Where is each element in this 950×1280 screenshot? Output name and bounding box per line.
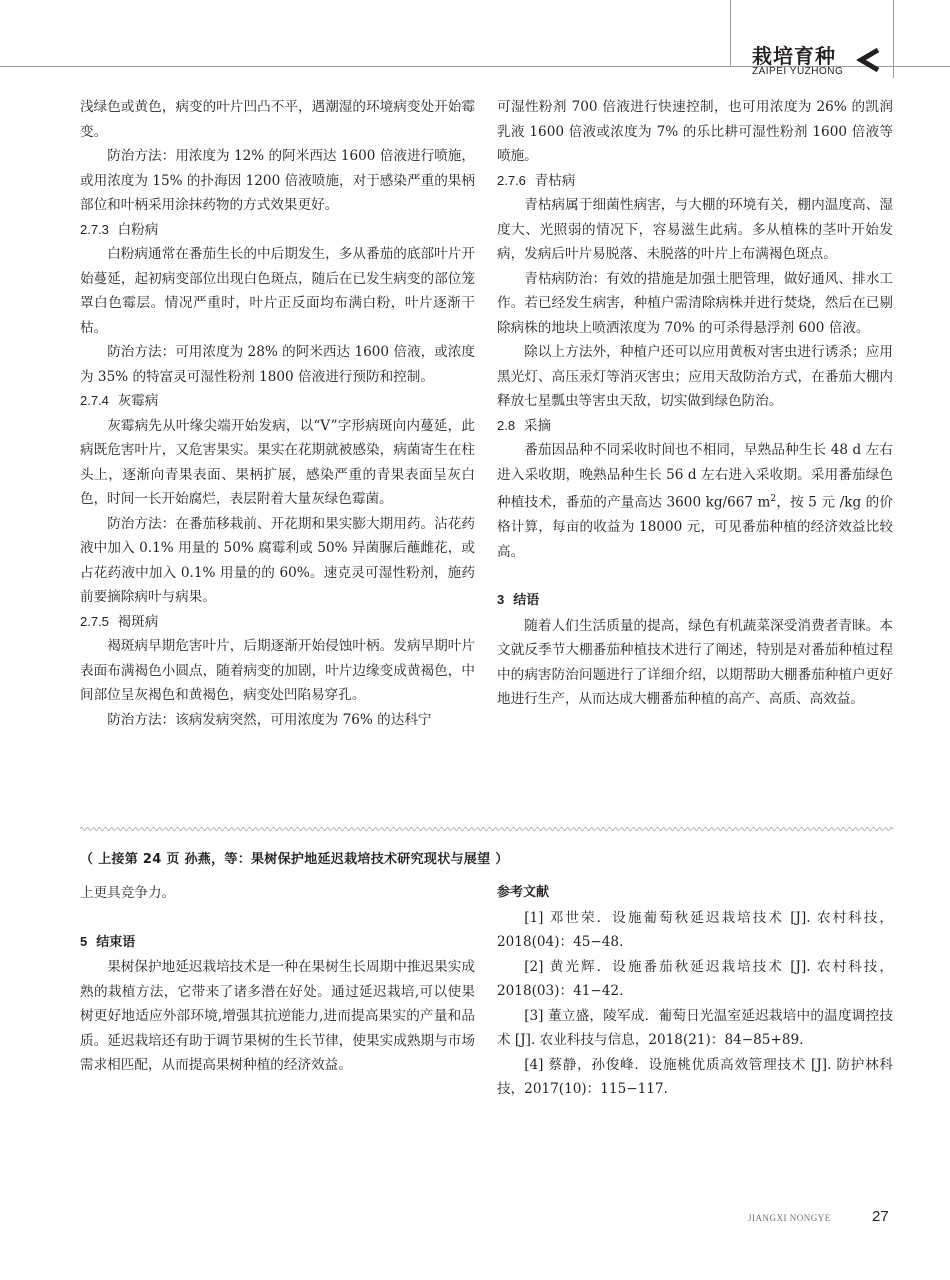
paragraph: 防治方法：用浓度为 12% 的阿米西达 1600 倍液进行喷施，或用浓度为 15% 的扑海因 1200 倍液喷施，对于感染严重的果柄部位和叶柄采用涂抹药物的方式效果更好。 [80,148,475,213]
paragraph: 除以上方法外，种植户还可以应用黄板对害虫进行诱杀；应用黑光灯、高压汞灯等消灭害虫；应用天敌防治方式，在番茄大棚内释放七星瓢虫等害虫天敌，切实做到绿色防治。 [497,344,893,409]
header-box-right [893,0,894,78]
paragraph: 灰霉病先从叶缘尖端开始发病，以“V”字形病斑向内蔓延，此病既危害叶片，又危害果实。果实在花期就被感染，病菌寄生在柱头上，逐渐向青果表面、果柄扩展，感染严重的青果表面呈灰白色，时间一长开始腐烂，表层附着大量灰绿色霉菌。 [80,417,475,507]
header-box-left [730,0,731,66]
page-number: 27 [872,1208,889,1225]
reference-item: [2] 黄光辉．设施番茄秋延迟栽培技术 [J]. 农村科技，2018(03)：41−42. [497,958,893,999]
heading-3: 3 结语 [497,592,540,609]
paragraph: 随着人们生活质量的提高，绿色有机蔬菜深受消费者青睐。本文就反季节大棚番茄种植技术进行了阐述，特别是对番茄种植过程中的病害防治问题进行了详细介绍，以期帮助大棚番茄种植户更好地进行生产，从而达成大棚番茄种植的高产、高质、高效益。 [497,617,893,708]
paragraph: 青枯病属于细菌性病害，与大棚的环境有关，棚内温度高、湿度大、光照弱的情况下，容易滋生此病。多从植株的茎叶开始发病，发病后叶片易脱落、未脱落的叶片上布满褐色斑点。 [497,197,893,262]
section-subtitle: ZAIPEI YUZHONG [752,66,844,77]
journal-name: JIANGXI NONGYE [748,1213,831,1223]
paragraph: 防治方法：在番茄移栽前、开花期和果实膨大期用药。沾花药液中加入 0.1% 用量的 50% 腐霉利或 50% 异菌脲后蘸雌花，或占花药液中加入 0.1% 用量的的 60%。速克灵可湿性粉剂，施药前要摘除病叶与病果。 [80,515,475,605]
paragraph: 番茄因品种不同采收时间也不相同，早熟品种生长 48 d 左右进入采收期，晚熟品种生长 56 d 左右进入采收期。采用番茄绿色种植技术，番茄的产量高达 3600 kg/667 $m^2$，按 5 元 /kg 的价格计算，每亩的收益为 18000 元，可见番茄种植的经济效益比较高。 [497,442,894,560]
heading-2-7-3: 2.7.3 白粉病 [80,221,159,238]
heading-2-7-6: 2.7.6 青枯病 [497,172,576,189]
references-column [497,881,893,1102]
reference-item: [4] 蔡静，孙俊峰．设施桃优质高效管理技术 [J]. 防护林科技，2017(10)：115−117. [497,1056,893,1097]
paragraph: 浅绿色或黄色，病变的叶片凹凸不平，遇潮湿的环境病变处开始霉变。 [80,99,475,140]
heading-2-7-4: 2.7.4 灰霉病 [80,393,159,409]
reference-item: [3] 董立盛，陵军成．葡萄日光温室延迟栽培中的温度调控技术 [J]. 农业科技与信息，2018(21)：84−85+89. [497,1007,893,1048]
paragraph: 青枯病防治：有效的措施是加强土肥管理，做好通风、排水工作。若已经发生病害，种植户需清除病株并进行焚烧，然后在已剔除病株的地块上喷洒浓度为 70% 的可杀得悬浮剂 600 倍液。 [497,270,893,336]
continuation-notice: （ 上接第 24 页 孙燕，等：果树保护地延迟栽培技术研究现状与展望 ） [80,852,509,867]
right-column [497,95,893,712]
paragraph: 褐斑病早期危害叶片，后期逐渐开始侵蚀叶柄。发病早期叶片表面布满褐色小圆点，随着病变的加剧，叶片边缘变成黄褐色，中间部位呈灰褐色和黄褐色，病变处凹陷易穿孔。 [80,638,475,703]
references-title: 参考文献 [497,885,550,900]
paragraph: 防治方法：该病发病突然，可用浓度为 76% 的达科宁 [107,711,432,728]
paragraph: 果树保护地延迟栽培技术是一种在果树生长周期中推迟果实成熟的栽植方法，它带来了诸多潜在好处。通过延迟栽培,可以使果树更好地适应外部环境,增强其抗逆能力,进而提高果实的产量和品质。延迟栽培还有助于调节果树的生长节律，使果实成熟期与市场需求相匹配，从而提高果树种植的经济效益。 [80,959,475,1073]
wavy-divider [80,826,893,832]
section-title: 栽培育种 [752,44,836,68]
paragraph: 上更具竞争力。 [80,885,176,901]
heading-2-8: 2.8 采摘 [497,417,551,434]
heading-5: 5 结束语 [80,933,136,950]
heading-2-7-5: 2.7.5 褐斑病 [80,613,159,630]
paragraph: 白粉病通常在番茄生长的中后期发生，多从番茄的底部叶片开始蔓延，起初病变部位出现白色斑点，随后在已发生病变的部位笼罩白色霉层。情况严重时，叶片正反面均布满白粉，叶片逐渐干枯。 [80,246,475,336]
bottom-left-column [80,881,475,1078]
chevron-left-icon [856,47,882,73]
paragraph: 可湿性粉剂 700 倍液进行快速控制，也可用浓度为 26% 的凯润乳液 1600 倍液或浓度为 7% 的乐比耕可湿性粉剂 1600 倍液等喷施。 [497,99,893,164]
paragraph: 防治方法：可用浓度为 28% 的阿米西达 1600 倍液，或浓度为 35% 的特富灵可湿性粉剂 1800 倍液进行预防和控制。 [80,344,475,385]
reference-item: [1] 邓世荣．设施葡萄秋延迟栽培技术 [J]. 农村科技，2018(04)：45−48. [497,909,893,950]
left-column [80,95,475,732]
